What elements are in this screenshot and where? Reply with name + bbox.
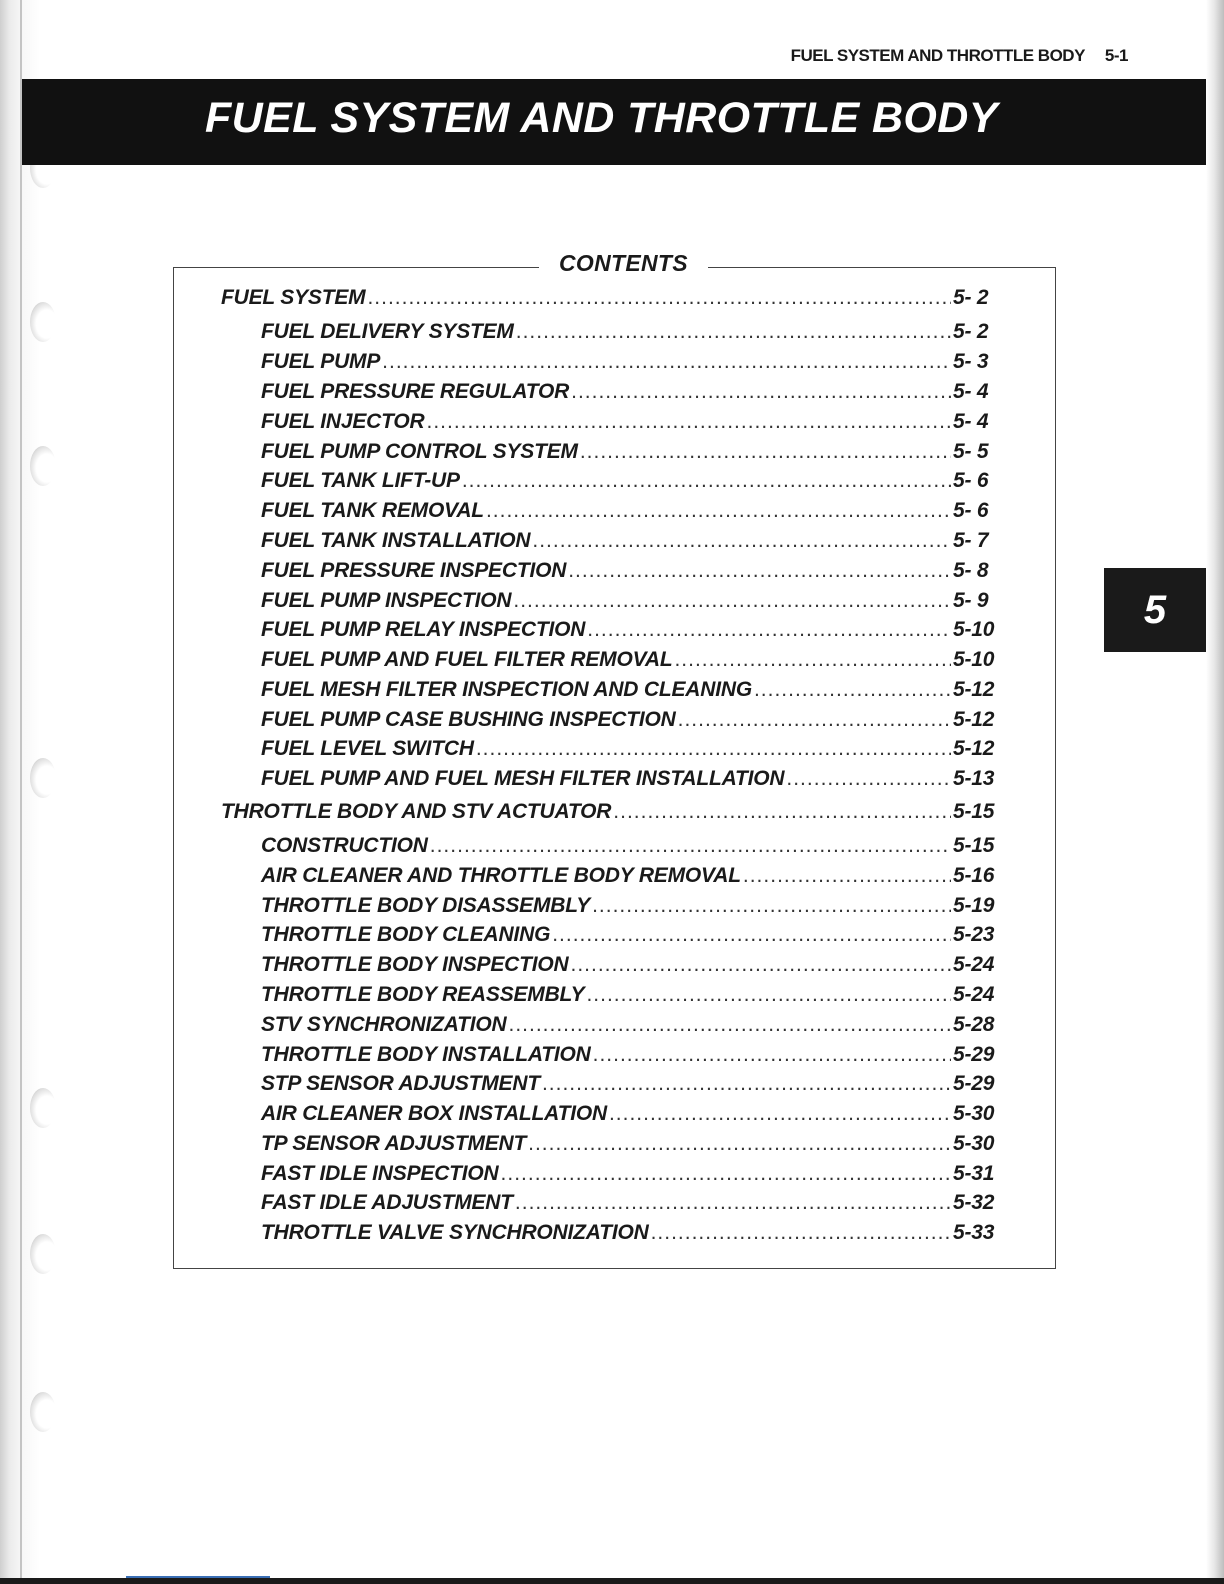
toc-entry-page: 5- 5 <box>953 440 989 463</box>
toc-entry-page: 5-15 <box>953 800 995 823</box>
toc-dot-leader <box>592 894 951 918</box>
toc-entry-page: 5-33 <box>953 1221 995 1244</box>
toc-entry[interactable] <box>261 380 999 410</box>
toc-entry-title: FUEL INJECTOR <box>261 410 425 433</box>
toc-dot-leader <box>580 440 951 464</box>
toc-dot-leader <box>382 350 951 374</box>
chapter-title: FUEL SYSTEM AND THROTTLE BODY <box>205 94 998 142</box>
toc-entry-title: THROTTLE BODY AND STV ACTUATOR <box>221 800 612 823</box>
toc-dot-leader <box>651 1221 951 1245</box>
punch-hole <box>30 758 56 798</box>
toc-entry[interactable] <box>261 834 999 864</box>
running-head-title: FUEL SYSTEM AND THROTTLE BODY <box>790 46 1085 65</box>
toc-entry[interactable] <box>261 1162 999 1192</box>
toc-entry-title: FUEL PUMP RELAY INSPECTION <box>261 618 586 641</box>
toc-dot-leader <box>568 559 951 583</box>
toc-entry-page: 5-19 <box>953 894 995 917</box>
toc-entry[interactable] <box>261 708 999 738</box>
toc-entry[interactable] <box>221 286 999 316</box>
toc-entry[interactable] <box>261 559 999 589</box>
toc-entry-title: THROTTLE VALVE SYNCHRONIZATION <box>261 1221 649 1244</box>
toc-dot-leader <box>501 1162 951 1186</box>
right-page-edge <box>1206 0 1224 1584</box>
toc-entry[interactable] <box>261 1102 999 1132</box>
toc-entry-title: FAST IDLE ADJUSTMENT <box>261 1191 513 1214</box>
punch-hole <box>30 302 56 342</box>
toc-entry[interactable] <box>261 618 999 648</box>
toc-entry-title: FUEL PRESSURE INSPECTION <box>261 559 567 582</box>
toc-entry-page: 5-31 <box>953 1162 995 1185</box>
toc-entry-title: AIR CLEANER AND THROTTLE BODY REMOVAL <box>261 864 741 887</box>
toc-entry-page: 5- 6 <box>953 469 989 492</box>
toc-entry-page: 5- 2 <box>953 286 989 309</box>
toc-dot-leader <box>593 1043 951 1067</box>
toc-dot-leader <box>678 708 951 732</box>
toc-dot-leader <box>586 983 951 1007</box>
toc-dot-leader <box>786 767 951 791</box>
toc-dot-leader <box>367 286 951 310</box>
toc-entry-title: FUEL TANK INSTALLATION <box>261 529 531 552</box>
toc-entry-page: 5-23 <box>953 923 995 946</box>
toc-entry-title: STV SYNCHRONIZATION <box>261 1013 507 1036</box>
toc-entry[interactable] <box>261 1013 999 1043</box>
toc-entry[interactable] <box>221 800 999 830</box>
punch-hole <box>30 1392 56 1432</box>
toc-entry[interactable] <box>261 648 999 678</box>
toc-entry-title: FUEL PUMP CONTROL SYSTEM <box>261 440 578 463</box>
toc-entry-page: 5- 7 <box>953 529 989 552</box>
toc-entry-page: 5- 9 <box>953 589 989 612</box>
toc-entry[interactable] <box>261 410 999 440</box>
running-head <box>791 46 1128 66</box>
toc-dot-leader <box>743 864 951 888</box>
toc-entry-page: 5-13 <box>953 767 995 790</box>
toc-dot-leader <box>571 953 952 977</box>
toc-entry-page: 5-30 <box>953 1102 995 1125</box>
toc-entry-page: 5- 2 <box>953 320 989 343</box>
toc-entry-title: CONSTRUCTION <box>261 834 428 857</box>
toc-entry-title: FUEL SYSTEM <box>221 286 366 309</box>
toc-entry-title: FUEL LEVEL SWITCH <box>261 737 474 760</box>
toc-entry[interactable] <box>261 864 999 894</box>
punch-hole <box>30 446 56 486</box>
toc-entry-title: FUEL PUMP CASE BUSHING INSPECTION <box>261 708 676 731</box>
toc-entry-title: THROTTLE BODY REASSEMBLY <box>261 983 585 1006</box>
toc-entry[interactable] <box>261 529 999 559</box>
toc-dot-leader <box>532 529 951 553</box>
toc-entry-page: 5-32 <box>953 1191 995 1214</box>
toc-dot-leader <box>552 923 951 947</box>
toc-entry-page: 5-29 <box>953 1072 995 1095</box>
chapter-tab: 5 <box>1104 568 1206 652</box>
toc-entry[interactable] <box>261 894 999 924</box>
toc-entry-page: 5-24 <box>953 953 995 976</box>
toc-entry-title: FUEL MESH FILTER INSPECTION AND CLEANING <box>261 678 752 701</box>
toc-entry-title: FUEL TANK REMOVAL <box>261 499 484 522</box>
binding-line <box>20 0 22 1584</box>
toc-entry[interactable] <box>261 678 999 708</box>
toc-dot-leader <box>462 469 951 493</box>
toc-dot-leader <box>513 589 951 613</box>
toc-entry[interactable] <box>261 1132 999 1162</box>
toc-entry-page: 5-16 <box>953 864 995 887</box>
toc-dot-leader <box>476 737 951 761</box>
punch-hole <box>30 1088 56 1128</box>
toc-entry-page: 5-12 <box>953 678 995 701</box>
toc-dot-leader <box>426 410 951 434</box>
toc-entry-title: THROTTLE BODY DISASSEMBLY <box>261 894 591 917</box>
toc-entry[interactable] <box>261 469 999 499</box>
toc-entry-page: 5- 6 <box>953 499 989 522</box>
toc-entry[interactable] <box>261 1191 999 1221</box>
toc-entry-title: FUEL PRESSURE REGULATOR <box>261 380 570 403</box>
toc-entry[interactable] <box>261 1072 999 1102</box>
toc-dot-leader <box>486 499 951 523</box>
toc-entry-page: 5-30 <box>953 1132 995 1155</box>
chapter-title-band <box>22 79 1206 165</box>
toc-entry[interactable] <box>261 923 999 953</box>
toc-dot-leader <box>754 678 951 702</box>
toc-entry[interactable] <box>261 953 999 983</box>
toc-entry[interactable] <box>261 320 999 350</box>
contents-heading: CONTENTS <box>539 250 708 277</box>
toc-dot-leader <box>674 648 951 672</box>
toc-entry-page: 5-15 <box>953 834 995 857</box>
toc-dot-leader <box>571 380 951 404</box>
toc-entry[interactable] <box>261 983 999 1013</box>
toc-entry-title: FUEL PUMP AND FUEL FILTER REMOVAL <box>261 648 673 671</box>
toc-entry-page: 5-10 <box>953 648 995 671</box>
toc-entry-title: TP SENSOR ADJUSTMENT <box>261 1132 527 1155</box>
toc-entry-title: THROTTLE BODY CLEANING <box>261 923 551 946</box>
toc-dot-leader <box>528 1132 951 1156</box>
toc-entry-title: AIR CLEANER BOX INSTALLATION <box>261 1102 607 1125</box>
toc-dot-leader <box>515 1191 951 1215</box>
toc-entry-title: FUEL TANK LIFT-UP <box>261 469 460 492</box>
toc-entry-page: 5-12 <box>953 737 995 760</box>
toc-entry[interactable] <box>261 589 999 619</box>
toc-entry-page: 5-12 <box>953 708 995 731</box>
toc-entry-page: 5- 4 <box>953 380 989 403</box>
toc-entry-page: 5-24 <box>953 983 995 1006</box>
contents-box <box>173 250 1056 1269</box>
toc-entry[interactable] <box>261 737 999 767</box>
toc-dot-leader <box>516 320 951 344</box>
toc-entry[interactable] <box>261 440 999 470</box>
bottom-page-edge <box>0 1578 1224 1584</box>
toc-dot-leader <box>430 834 951 858</box>
toc-entry[interactable] <box>261 1043 999 1073</box>
toc-entry-page: 5-10 <box>953 618 995 641</box>
toc-entry-title: THROTTLE BODY INSTALLATION <box>261 1043 591 1066</box>
toc-dot-leader <box>508 1013 951 1037</box>
toc-entry-title: STP SENSOR ADJUSTMENT <box>261 1072 540 1095</box>
toc-dot-leader <box>613 800 951 824</box>
toc-entry-page: 5-29 <box>953 1043 995 1066</box>
toc-dot-leader <box>587 618 951 642</box>
toc-entry-page: 5- 3 <box>953 350 989 373</box>
toc-entry-title: THROTTLE BODY INSPECTION <box>261 953 569 976</box>
toc-entry-title: FUEL PUMP AND FUEL MESH FILTER INSTALLATION <box>261 767 785 790</box>
punch-hole <box>30 1234 56 1274</box>
toc-entry-page: 5- 4 <box>953 410 989 433</box>
toc-entry-page: 5- 8 <box>953 559 989 582</box>
toc-dot-leader <box>609 1102 951 1126</box>
toc-entry-title: FAST IDLE INSPECTION <box>261 1162 499 1185</box>
toc-dot-leader <box>542 1072 951 1096</box>
toc-entry[interactable] <box>261 499 999 529</box>
toc-entry-page: 5-28 <box>953 1013 995 1036</box>
toc-entry[interactable] <box>261 767 999 797</box>
toc-entry[interactable] <box>261 1221 999 1251</box>
toc-entry-title: FUEL PUMP <box>261 350 381 373</box>
toc-entry-title: FUEL DELIVERY SYSTEM <box>261 320 514 343</box>
page-number: 5-1 <box>1104 46 1128 65</box>
toc-entry-title: FUEL PUMP INSPECTION <box>261 589 512 612</box>
toc-entry[interactable] <box>261 350 999 380</box>
